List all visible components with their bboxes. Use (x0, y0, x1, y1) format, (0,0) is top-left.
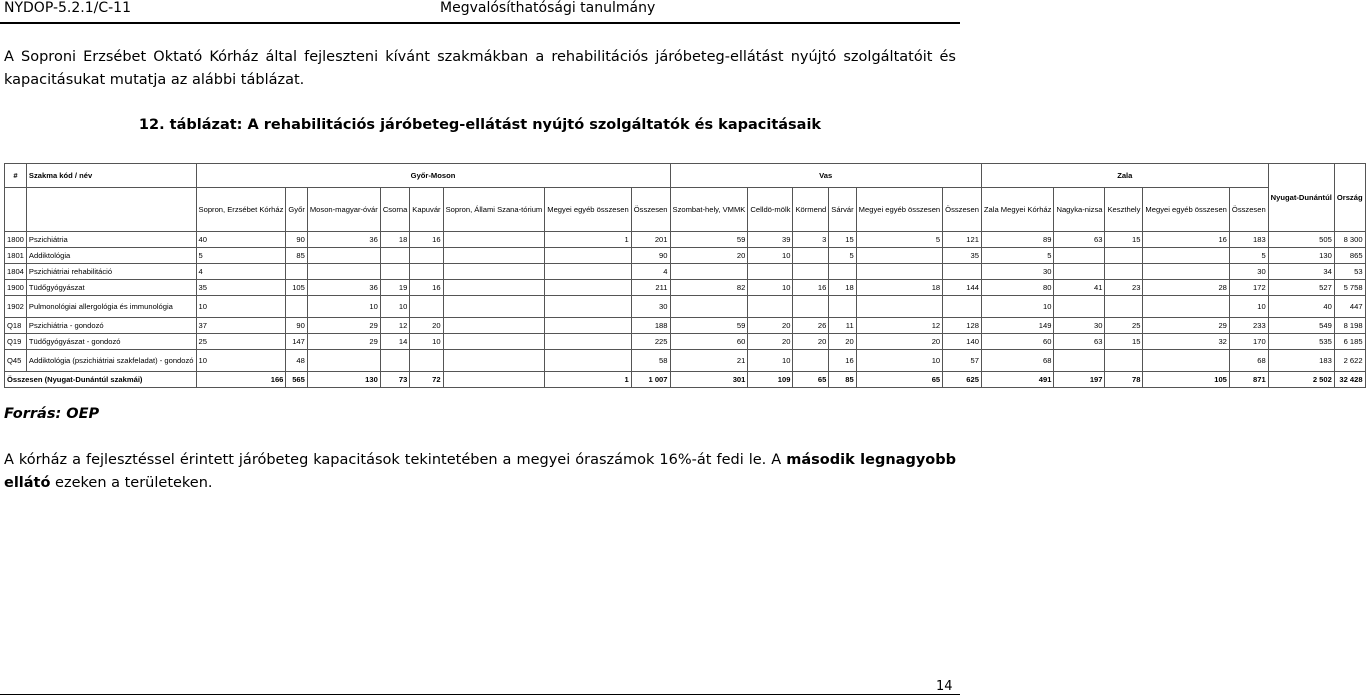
total-cell: 72 (410, 372, 443, 388)
table-cell (943, 264, 982, 280)
col-orszag: Ország (1334, 164, 1365, 232)
table-cell: 60 (981, 334, 1054, 350)
header-empty-cell (5, 188, 27, 232)
table-cell: 130 (1268, 248, 1334, 264)
total-cell: 2 502 (1268, 372, 1334, 388)
provider-header: Kapuvár (410, 188, 443, 232)
table-cell (410, 296, 443, 318)
total-cell: 109 (748, 372, 793, 388)
table-cell: 28 (1143, 280, 1229, 296)
table-cell: 183 (1229, 232, 1268, 248)
table-cell (829, 296, 856, 318)
table-cell: 170 (1229, 334, 1268, 350)
table-row (5, 232, 1366, 248)
col-hash: # (5, 164, 27, 188)
row-name: Pszichiátria (26, 232, 196, 248)
table-cell: 144 (943, 280, 982, 296)
table-cell (443, 318, 545, 334)
provider-header: Moson-magyar-óvár (307, 188, 380, 232)
table-cell: 30 (1229, 264, 1268, 280)
table-cell: 10 (981, 296, 1054, 318)
table-cell: 36 (307, 280, 380, 296)
table-cell (856, 248, 942, 264)
table-cell: 16 (410, 232, 443, 248)
total-cell: 491 (981, 372, 1054, 388)
row-code: 1900 (5, 280, 27, 296)
provider-header: Sopron, Állami Szana-tórium (443, 188, 545, 232)
group-zala: Zala (981, 164, 1268, 188)
table-cell: 25 (196, 334, 286, 350)
row-code: 1801 (5, 248, 27, 264)
row-code: 1804 (5, 264, 27, 280)
table-cell: 211 (631, 280, 670, 296)
table-cell: 16 (410, 280, 443, 296)
table-cell (443, 280, 545, 296)
table-cell: 2 622 (1334, 350, 1365, 372)
table-cell (286, 264, 307, 280)
table-cell: 26 (793, 318, 829, 334)
total-label: Összesen (Nyugat-Dunántúl szakmái) (5, 372, 197, 388)
table-cell: 53 (1334, 264, 1365, 280)
table-cell: 16 (829, 350, 856, 372)
total-cell: 73 (380, 372, 409, 388)
providers-table (4, 163, 1366, 388)
table-cell: 18 (829, 280, 856, 296)
total-cell: 301 (670, 372, 748, 388)
table-cell: 201 (631, 232, 670, 248)
outro-emphasis: második legnagyobb ellátó (4, 452, 957, 491)
table-cell (829, 264, 856, 280)
table-cell: 5 (981, 248, 1054, 264)
table-cell (1105, 296, 1143, 318)
table-cell (545, 280, 631, 296)
table-cell: 447 (1334, 296, 1365, 318)
table-cell (410, 248, 443, 264)
table-row (5, 318, 1366, 334)
table-cell (545, 334, 631, 350)
row-name: Tüdőgyógyászat (26, 280, 196, 296)
table-cell: 233 (1229, 318, 1268, 334)
provider-header: Megyei egyéb összesen (856, 188, 942, 232)
table-cell (443, 248, 545, 264)
table-cell: 63 (1054, 232, 1105, 248)
total-cell: 1 (545, 372, 631, 388)
table-cell: 149 (981, 318, 1054, 334)
table-cell: 59 (670, 318, 748, 334)
table-cell: 225 (631, 334, 670, 350)
table-cell: 19 (380, 280, 409, 296)
table-cell: 35 (196, 280, 286, 296)
row-code: 1902 (5, 296, 27, 318)
table-cell: 183 (1268, 350, 1334, 372)
table-cell: 25 (1105, 318, 1143, 334)
table-cell (748, 264, 793, 280)
table-cell: 505 (1268, 232, 1334, 248)
table-cell: 68 (981, 350, 1054, 372)
row-name: Pszichiátriai rehabilitáció (26, 264, 196, 280)
table-cell: 40 (196, 232, 286, 248)
table-cell (410, 264, 443, 280)
table-cell: 30 (631, 296, 670, 318)
total-cell: 565 (286, 372, 307, 388)
provider-header: Sárvár (829, 188, 856, 232)
table-cell: 12 (380, 318, 409, 334)
row-name: Addiktológia (26, 248, 196, 264)
table-cell: 527 (1268, 280, 1334, 296)
outro-paragraph (4, 449, 956, 495)
table-cell: 14 (380, 334, 409, 350)
table-cell: 90 (286, 232, 307, 248)
table-caption: 12. táblázat: A rehabilitációs járóbeteg-ellátást nyújtó szolgáltatók és kapacitásaik (138, 117, 822, 133)
group-gyor-moson: Győr-Moson (196, 164, 670, 188)
table-cell: 59 (670, 232, 748, 248)
table-cell: 35 (943, 248, 982, 264)
provider-header: Megyei egyéb összesen (545, 188, 631, 232)
table-cell (1105, 350, 1143, 372)
table-row (5, 248, 1366, 264)
provider-header: Megyei egyéb összesen (1143, 188, 1229, 232)
table-cell (856, 264, 942, 280)
table-cell (1143, 350, 1229, 372)
table-cell: 15 (1105, 334, 1143, 350)
table-cell: 6 185 (1334, 334, 1365, 350)
table-cell: 36 (307, 232, 380, 248)
table-cell: 41 (1054, 280, 1105, 296)
total-cell: 78 (1105, 372, 1143, 388)
row-code: Q19 (5, 334, 27, 350)
header-rule (0, 22, 960, 24)
table-cell: 4 (196, 264, 286, 280)
table-cell: 20 (856, 334, 942, 350)
row-name: Pulmonológiai allergológia és immunológia (26, 296, 196, 318)
table-cell: 5 758 (1334, 280, 1365, 296)
total-cell: 65 (793, 372, 829, 388)
table-cell: 10 (196, 296, 286, 318)
table-cell (1054, 248, 1105, 264)
table-row (5, 264, 1366, 280)
table-cell: 5 (1229, 248, 1268, 264)
table-cell: 4 (631, 264, 670, 280)
table-cell: 85 (286, 248, 307, 264)
table-cell: 10 (1229, 296, 1268, 318)
table-cell (1105, 248, 1143, 264)
table-cell: 8 300 (1334, 232, 1365, 248)
table-cell: 10 (307, 296, 380, 318)
table-cell: 11 (829, 318, 856, 334)
table-row (5, 334, 1366, 350)
table-cell (943, 296, 982, 318)
table-cell: 535 (1268, 334, 1334, 350)
total-cell: 1 007 (631, 372, 670, 388)
table-cell: 60 (670, 334, 748, 350)
total-cell: 625 (943, 372, 982, 388)
table-cell: 20 (410, 318, 443, 334)
table-cell (380, 350, 409, 372)
table-cell (670, 296, 748, 318)
table-cell: 90 (286, 318, 307, 334)
header-row-groups (5, 164, 1366, 188)
table-cell (443, 296, 545, 318)
table-cell (443, 350, 545, 372)
provider-header: Zala Megyei Kórház (981, 188, 1054, 232)
table-cell: 21 (670, 350, 748, 372)
provider-header: Nagyka-nizsa (1054, 188, 1105, 232)
table-cell (545, 264, 631, 280)
table-cell (793, 296, 829, 318)
provider-header: Összesen (943, 188, 982, 232)
table-cell: 188 (631, 318, 670, 334)
provider-header: Csorna (380, 188, 409, 232)
table-cell: 20 (829, 334, 856, 350)
table-cell: 58 (631, 350, 670, 372)
table-cell: 105 (286, 280, 307, 296)
provider-header: Összesen (631, 188, 670, 232)
intro-paragraph: A Soproni Erzsébet Oktató Kórház által fejleszteni kívánt szakmákban a rehabilitációs járóbeteg-ellátást nyújtó szolgáltatóit és kapacitásukat mutatja az alábbi táblázat. (4, 49, 956, 88)
total-cell: 130 (307, 372, 380, 388)
total-cell: 197 (1054, 372, 1105, 388)
table-cell: 57 (943, 350, 982, 372)
table-cell: 16 (793, 280, 829, 296)
table-cell: 8 198 (1334, 318, 1365, 334)
table-cell (286, 296, 307, 318)
table-cell: 865 (1334, 248, 1365, 264)
row-name: Pszichiátria - gondozó (26, 318, 196, 334)
table-cell: 10 (748, 350, 793, 372)
table-cell: 37 (196, 318, 286, 334)
table-cell: 10 (380, 296, 409, 318)
page-header (0, 0, 960, 24)
table-cell: 68 (1229, 350, 1268, 372)
total-cell: 871 (1229, 372, 1268, 388)
table-cell (307, 248, 380, 264)
row-code: Q45 (5, 350, 27, 372)
table-cell: 30 (1054, 318, 1105, 334)
table-cell: 16 (1143, 232, 1229, 248)
table-cell: 140 (943, 334, 982, 350)
table-cell: 10 (196, 350, 286, 372)
table-cell: 63 (1054, 334, 1105, 350)
table-cell (793, 350, 829, 372)
table-cell: 15 (1105, 232, 1143, 248)
provider-header: Szombat-hely, VMMK (670, 188, 748, 232)
table-cell: 1 (545, 232, 631, 248)
col-szakma: Szakma kód / név (26, 164, 196, 188)
header-empty-cell (26, 188, 196, 232)
table-cell: 147 (286, 334, 307, 350)
table-cell: 48 (286, 350, 307, 372)
total-cell: 65 (856, 372, 942, 388)
row-name: Addiktológia (pszichiátriai szakfeladat) - gondozó (26, 350, 196, 372)
provider-header: Keszthely (1105, 188, 1143, 232)
table-cell (443, 232, 545, 248)
table-cell: 5 (856, 232, 942, 248)
outro-text: A kórház a fejlesztéssel érintett járóbeteg kapacitások tekintetében a megyei óraszámok 16%-át fedi le. A (4, 452, 787, 468)
table-cell (1143, 264, 1229, 280)
table-cell: 29 (1143, 318, 1229, 334)
row-code: Q18 (5, 318, 27, 334)
provider-header: Sopron, Erzsébet Kórház (196, 188, 286, 232)
provider-header: Celldö-mölk (748, 188, 793, 232)
table-cell: 23 (1105, 280, 1143, 296)
table-cell (1105, 264, 1143, 280)
table-cell: 34 (1268, 264, 1334, 280)
table-cell (443, 334, 545, 350)
table-cell: 18 (856, 280, 942, 296)
table-cell: 90 (631, 248, 670, 264)
table-cell: 20 (748, 334, 793, 350)
table-cell (793, 248, 829, 264)
table-cell: 121 (943, 232, 982, 248)
table-row (5, 280, 1366, 296)
table-cell (410, 350, 443, 372)
group-vas: Vas (670, 164, 981, 188)
table-cell: 30 (981, 264, 1054, 280)
table-cell: 10 (856, 350, 942, 372)
table-cell (1143, 248, 1229, 264)
table-cell: 549 (1268, 318, 1334, 334)
table-cell: 80 (981, 280, 1054, 296)
table-cell: 32 (1143, 334, 1229, 350)
provider-header: Körmend (793, 188, 829, 232)
table-cell: 15 (829, 232, 856, 248)
table-cell: 20 (670, 248, 748, 264)
table-cell (1054, 296, 1105, 318)
table-cell (443, 264, 545, 280)
table-cell (670, 264, 748, 280)
table-cell (307, 350, 380, 372)
table-cell: 172 (1229, 280, 1268, 296)
source-note: Forrás: OEP (4, 406, 100, 422)
table-row (5, 350, 1366, 372)
row-name: Tüdőgyógyászat - gondozó (26, 334, 196, 350)
table-cell: 3 (793, 232, 829, 248)
table-cell (380, 264, 409, 280)
table-cell: 5 (829, 248, 856, 264)
total-cell: 32 428 (1334, 372, 1365, 388)
table-cell (1054, 350, 1105, 372)
table-cell: 20 (793, 334, 829, 350)
table-cell: 10 (410, 334, 443, 350)
table-cell: 18 (380, 232, 409, 248)
table-row (5, 296, 1366, 318)
table-cell (748, 296, 793, 318)
header-row-providers (5, 188, 1366, 232)
table-cell: 128 (943, 318, 982, 334)
table-cell: 89 (981, 232, 1054, 248)
table-cell (1143, 296, 1229, 318)
total-cell (443, 372, 545, 388)
table-cell (1054, 264, 1105, 280)
row-code: 1800 (5, 232, 27, 248)
table-cell: 29 (307, 318, 380, 334)
provider-header: Győr (286, 188, 307, 232)
table-cell: 5 (196, 248, 286, 264)
table-cell: 12 (856, 318, 942, 334)
table-cell: 10 (748, 248, 793, 264)
total-cell: 85 (829, 372, 856, 388)
document-code: NYDOP-5.2.1/C-11 (4, 0, 131, 16)
table-cell (545, 248, 631, 264)
table-cell: 39 (748, 232, 793, 248)
table-cell (545, 318, 631, 334)
table-cell (856, 296, 942, 318)
outro-text-end: ezeken a területeken. (50, 475, 213, 491)
table-cell (545, 296, 631, 318)
table-cell: 10 (748, 280, 793, 296)
provider-header: Összesen (1229, 188, 1268, 232)
table-cell (545, 350, 631, 372)
total-cell: 105 (1143, 372, 1229, 388)
table-cell: 29 (307, 334, 380, 350)
total-row (5, 372, 1366, 388)
table-cell (793, 264, 829, 280)
total-cell: 166 (196, 372, 286, 388)
table-cell: 40 (1268, 296, 1334, 318)
table-cell: 20 (748, 318, 793, 334)
table-cell: 82 (670, 280, 748, 296)
table-cell (307, 264, 380, 280)
page-number: 14 (936, 679, 953, 694)
document-title: Megvalósíthatósági tanulmány (440, 0, 656, 16)
col-nyugat-dunantul: Nyugat-Dunántúl (1268, 164, 1334, 232)
table-cell (380, 248, 409, 264)
